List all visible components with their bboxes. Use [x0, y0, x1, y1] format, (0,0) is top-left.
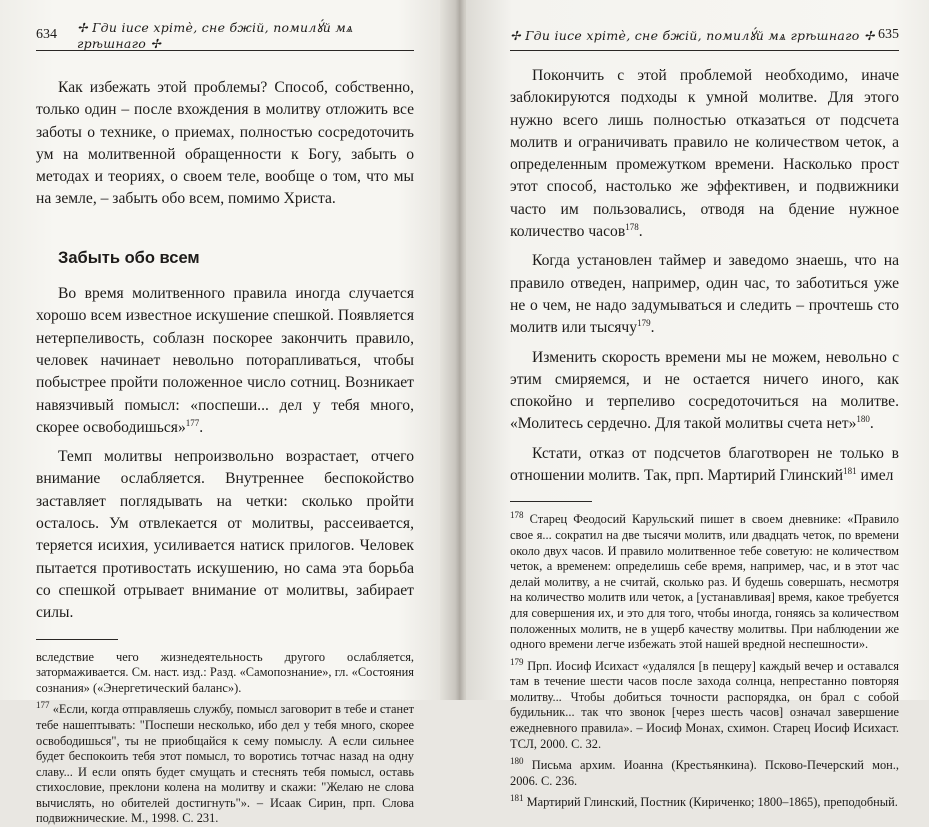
- footnote-text: Мартирий Глинский, Постник (Кириченко; 1800–1865), преподобный.: [526, 795, 898, 810]
- footnote-number: 180: [510, 756, 524, 767]
- ornament-icon: ✢: [77, 20, 88, 35]
- right-main-text: [510, 65, 899, 487]
- right-page-header: [510, 20, 899, 51]
- footnote-ref[interactable]: 180: [856, 414, 870, 425]
- footnote: [36, 702, 414, 827]
- paragraph: [510, 443, 899, 488]
- running-head: [510, 27, 875, 44]
- paragraph-text: Покончить с этой проблемой необходимо, иначе заблокируются подходы к умной молитве. Для этого нужно всего лишь полностью отказаться от подсчета молитв и ограничивать правило не количеством четок, а определенным промежутком времени. Насколько прост этот способ, настолько же эффективен, и подвижники часто им пользовались, отводя на бдение нужное количество часов: [510, 67, 899, 241]
- paragraph: Темп молитвы непроизвольно возрастает, отчего внимание ослабляется. Внутреннее беспокойство заставляет поглядывать на четки: сколько пройти осталось. Ум отвлекается от молитвы, рассеивается, теряется исихия, усиливается натиск прилогов. Человек пытается противостать искушению, но сама эта борьба со спешкой отрывает внимание от молитвы, забирает силы.: [36, 448, 414, 622]
- paragraph: Изменить скорость времени мы не можем, невольно с этим смиряемся, и не остается ничего иного, как спокойно и терпеливо сосредоточиться на молитве. «Молитесь сердечно. Для такой молитвы счета нет»$^{180}$.: [510, 348, 899, 433]
- footnote: [510, 656, 899, 753]
- footnote-number: 179: [510, 656, 524, 667]
- footnote-ref[interactable]: 178: [625, 221, 639, 232]
- footnote-ref[interactable]: 177: [185, 417, 200, 428]
- footnote-divider: [510, 501, 592, 502]
- running-head-text: Гди іисе хрітѐ, сне бжій, помилꙋ́й мѧ грѣшнаго: [525, 27, 860, 43]
- page-number: 634: [36, 27, 57, 42]
- footnotes: [510, 512, 899, 811]
- page-number: 635: [878, 27, 899, 42]
- ornament-icon: ✢: [150, 36, 162, 51]
- left-page: [0, 0, 452, 826]
- footnote-text: Старец Феодосий Карульский пишет в своем дневнике: «Правило свое я... сократил на две тысячи молитв, или двадцать четок, по времени около двух часов. И правило молитвенное тебе советую: не количеством четок, а временем: определишь себе время, например, час, и в этот час делай молитву, а не считай, сколько раз. И будешь совершать, несмотря на количество молитв или четок, а [устанавливая] время, какое требуется для совершения их, и это для того, чтобы иногда, гоняясь за количеством положенных молитв, не в ущерб качеству молитвы. При наблюдении же одного времени легче избежать этой нашей вредной неспешности».: [510, 512, 899, 652]
- left-page-header: [36, 20, 414, 51]
- footnote: [510, 795, 899, 811]
- paragraph: Покончить с этой проблемой необходимо, иначе заблокируются подходы к умной молитве. Для этого нужно всего лишь полностью отказаться от подсчета молитв и ограничивать правило не количеством четок, а определенным промежутком времени. Насколько прост этот способ, настолько же эффективен, и подвижники часто им пользовались, отводя на бдение нужное количество часов$^{178}$.: [510, 67, 899, 241]
- footnote-continuation: вследствие чего жизнедеятельность другого ослабляется, затормаживается. См. наст. изд.: Разд. «Самопознание», гл. «Состояния сознания» («Энергетический баланс»).: [36, 649, 414, 695]
- footnote-ref[interactable]: 179: [637, 318, 651, 329]
- footnote-text: Прп. Иосиф Исихаст «удалялся [в пещеру] каждый вечер и оставался там в течение шести часов после захода солнца, непрестанно повторяя молитву... Чтобы добиться точности распорядка, он брал с собой будильник... так что звонок [через шесть часов] означал завершение ежедневного правила». – Иосиф Монах, схимон. Старец Иосиф Исихаст. ТСЛ, 2000. С. 32.: [510, 658, 899, 751]
- footnote-text: Письма архим. Иоанна (Крестьянкина). Псково-Печерский мон., 2006. С. 236.: [510, 758, 899, 788]
- footnote-number: 181: [510, 793, 524, 804]
- left-main-text: [36, 77, 414, 625]
- footnote: [510, 758, 899, 789]
- paragraph: Когда установлен таймер и заведомо знаешь, что на правило отведен, например, один час, то заботиться уже не о чем, не надо задумываться и следить – прочтешь сто молитв или тысячу$^{179}$.: [510, 252, 899, 337]
- ornament-icon: ✢: [510, 27, 521, 43]
- paragraph-text: имел: [856, 467, 894, 485]
- section-title: Забыть обо всем: [58, 248, 200, 267]
- footnote-text: «Если, когда отправляешь службу, помысл заговорит в тебе и станет тебе нашептывать: "Поспеши несколько, ибо дел у тебя много, скорее освободишься", ты не приобщайся к сему помыслу. А если сильнее будет беспокоить тебя этот помысл, то воротись тотчас назад на одну славу... И если опять будет смущать и стеснять тебя помысл, оставь стихословие, преклони колена на молитву и скажи: "Желаю не слова вычислять, но обителей достигнуть"». – Исаак Сирин, прп. Слова подвижнические. М., 1998. С. 231.: [36, 702, 414, 826]
- footnote-number: 177: [36, 700, 50, 711]
- paragraph-text: Когда установлен таймер и заведомо знаешь, что на правило отведен, например, один час, то заботиться уже не о чем, не надо задумываться и следить – прочтешь сто молитв или тысячу: [510, 252, 899, 337]
- paragraph: Во время молитвенного правила иногда случается хорошо всем известное искушение спешкой. Появляется нетерпеливость, соблазн поскорее закончить правило, человек начинает невольно поторапливаться, чтобы побыстрее пройти положенное число сотниц. Возникает навязчивый помысл: «поспеши... дел у тебя много, скорее освободишься»$^{177}$.: [36, 285, 414, 436]
- ornament-icon: ✢: [863, 27, 875, 43]
- running-head-text: Гди іисе хрітѐ, сне бжій, помилꙋ́й мѧ грѣшнаго: [77, 20, 354, 51]
- paragraph-text: Изменить скорость времени мы не можем, невольно с этим смиряемся, и не остается ничего иного, как спокойно и терпеливо сосредоточиться на молитве. «Молитесь сердечно. Для такой молитвы счета нет»: [510, 348, 899, 433]
- footnote-number: 178: [510, 510, 524, 521]
- footnote: [510, 512, 899, 652]
- paragraph-text: Во время молитвенного правила иногда случается хорошо всем известное искушение спешкой. Появляется нетерпеливость, соблазн поскорее закончить правило, человек начинает невольно поторапливаться, чтобы побыстрее пройти положенное число сотниц. Возникает навязчивый помысл: «поспеши... дел у тебя много, скорее освободишься»: [36, 285, 414, 436]
- right-page: [466, 0, 929, 810]
- intro-paragraph: Как избежать этой проблемы? Способ, собственно, только один – после вхождения в молитву отложить все заботы о технике, о приемах, полностью сосредоточить ум на молитвенной обращенности к Богу, забыть о методах и теориях, о своем теле, вообще о том, что мы на земле, – забыть обо всем, помимо Христа.: [36, 79, 414, 208]
- running-head: [77, 19, 414, 51]
- paragraph-text: Кстати, отказ от подсчетов благотворен не только в отношении молитв. Так, прп. Мартирий Глинский: [510, 444, 899, 485]
- footnote-divider: [36, 639, 118, 640]
- footnote-ref[interactable]: 181: [843, 465, 857, 476]
